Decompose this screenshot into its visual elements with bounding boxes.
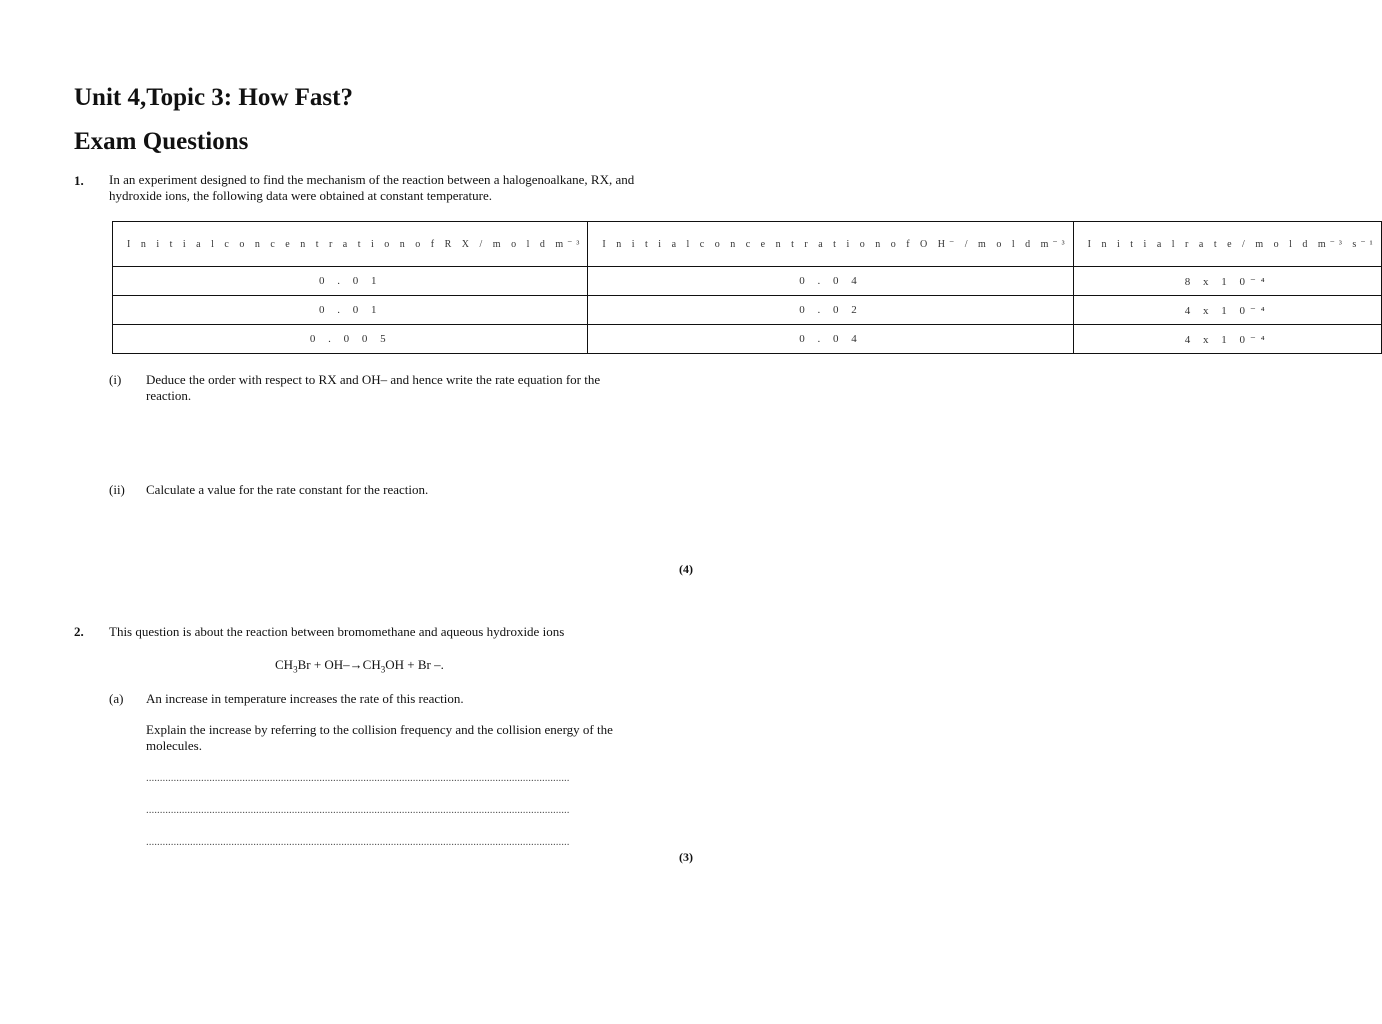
- page-title: Unit 4,Topic 3: How Fast?: [74, 84, 353, 111]
- answer-line[interactable]: ..........................................................................................................................................................: [146, 836, 570, 848]
- reaction-equation: $CH_3Br + OH-\to CH_3OH + Br$ –.: [275, 657, 444, 675]
- table-header-rx: I n i t i a l c o n c e n t r a t i o n o f R X / m o l d m⁻³: [113, 222, 588, 267]
- table-cell: 8 x 1 0⁻⁴: [1073, 267, 1381, 296]
- table-row: [113, 325, 1382, 354]
- question-1-number: 1.: [74, 173, 84, 188]
- part-a-text: An increase in temperature increases the rate of this reaction.: [146, 691, 464, 706]
- answer-line[interactable]: ..........................................................................................................................................................: [146, 772, 570, 784]
- table-header-row: [113, 222, 1382, 267]
- question-1-marks: (4): [679, 562, 693, 576]
- table-row: [113, 296, 1382, 325]
- question-2-text: This question is about the reaction between bromomethane and aqueous hydroxide ions: [109, 624, 565, 639]
- part-i-label: (i): [109, 372, 122, 387]
- answer-line[interactable]: ..........................................................................................................................................................: [146, 804, 570, 816]
- table-cell: 4 x 1 0⁻⁴: [1073, 296, 1381, 325]
- rate-data-table: [112, 221, 1382, 354]
- question-2-marks: (3): [679, 850, 693, 864]
- part-ii-label: (ii): [109, 482, 125, 497]
- table-row: [113, 267, 1382, 296]
- part-a-label: (a): [109, 691, 124, 706]
- page-subtitle: Exam Questions: [74, 128, 249, 155]
- part-a-explain: Explain the increase by referring to the collision frequency and the collision energy of the molecules.: [146, 722, 613, 753]
- question-2-number: 2.: [74, 624, 84, 639]
- table-cell: 0 . 0 2: [588, 296, 1073, 325]
- table-cell: 0 . 0 0 5: [113, 325, 588, 354]
- part-i-text: Deduce the order with respect to RX and OH– and hence write the rate equation for the reaction.: [146, 372, 601, 403]
- question-1-text: In an experiment designed to find the mechanism of the reaction between a halogenoalkane, RX, and hydroxide ions, the following data were obtained at constant temperature.: [109, 172, 635, 203]
- table-cell: 0 . 0 4: [588, 267, 1073, 296]
- table-cell: 0 . 0 1: [113, 267, 588, 296]
- table-cell: 0 . 0 1: [113, 296, 588, 325]
- table-cell: 0 . 0 4: [588, 325, 1073, 354]
- table-header-rate: I n i t i a l r a t e / m o l d m⁻³ s⁻¹: [1073, 222, 1381, 267]
- part-ii-text: Calculate a value for the rate constant for the reaction.: [146, 482, 429, 497]
- table-header-oh: I n i t i a l c o n c e n t r a t i o n o f O H⁻ / m o l d m⁻³: [588, 222, 1073, 267]
- table-cell: 4 x 1 0⁻⁴: [1073, 325, 1381, 354]
